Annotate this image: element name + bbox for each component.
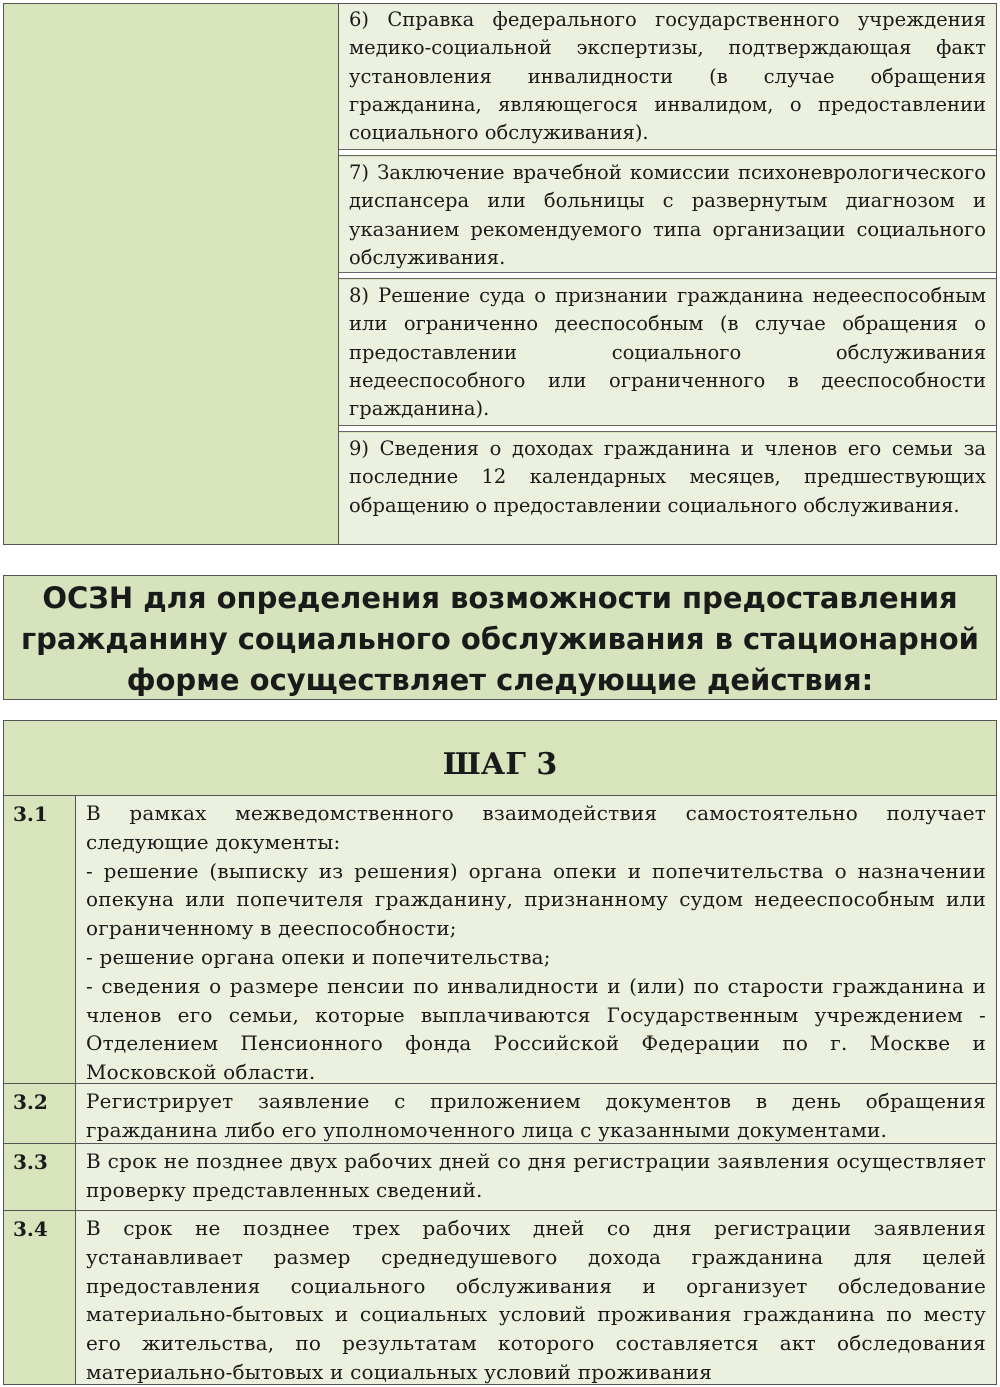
section-title: ОСЗН для определения возможности предоставления гражданину социального обслуживания в стационарной форме осуществляет следующие действия: [3,575,997,700]
step-number: 3.2 [4,1084,76,1144]
step-table [3,720,997,1385]
step-number: 3.4 [4,1211,76,1384]
document-item-7: 7) Заключение врачебной комиссии психоневрологического диспансера или больницы с развернутым диагнозом и указанием рекомендуемого типа организации социального обслуживания. [339,157,996,273]
row-divider [339,426,996,432]
row-divider [339,150,996,156]
step-number: 3.3 [4,1144,76,1211]
document-item-9: 9) Сведения о доходах гражданина и членов его семьи за последние 12 календарных месяцев, предшествующих обращению о предоставлении социального обслуживания. [339,433,996,544]
document-item-8: 8) Решение суда о признании гражданина недееспособным или ограниченно дееспособным (в случае обращения о предоставлении социального обслуживания недееспособного или ограниченного в дееспособности гражданина). [339,280,996,426]
step-text: В рамках межведомственного взаимодействия самостоятельно получает следующие документы: - решение (выписку из решения) органа опеки и попечительства о назначении опекуна или попечителя гражданину, признанному судом недееспособным или ограниченному в дееспособности; - решение органа опеки и попечительства; - сведения о размере пенсии по инвалидности и (или) по старости гражданина и членов его семьи, которые выплачиваются Государственным учреждением - Отделением Пенсионного фонда Российской Федерации по г. Москве и Московской области. [76,796,996,1084]
document-item-6: 6) Справка федерального государственного учреждения медико-социальной экспертизы, подтверждающая факт установления инвалидности (в случае обращения гражданина, являющегося инвалидом, о предоставлении социального обслуживания). [339,4,996,150]
step-text: Регистрирует заявление с приложением документов в день обращения гражданина либо его уполномоченного лица с указанными документами. [76,1084,996,1144]
documents-table [3,3,997,545]
step-title: ШАГ 3 [4,721,996,796]
step-text: В срок не позднее двух рабочих дней со дня регистрации заявления осуществляет проверку представленных сведений. [76,1144,996,1211]
step-number: 3.1 [4,796,76,1084]
empty-label-cell [4,4,339,544]
step-text: В срок не позднее трех рабочих дней со дня регистрации заявления устанавливает размер среднедушевого дохода гражданина для целей предоставления социального обслуживания и организует обследование материально-бытовых и социальных условий проживания гражданина по месту его жительства, по результатам которого составляется акт обследования материально-бытовых и социальных условий проживания [76,1211,996,1384]
row-divider [339,273,996,279]
